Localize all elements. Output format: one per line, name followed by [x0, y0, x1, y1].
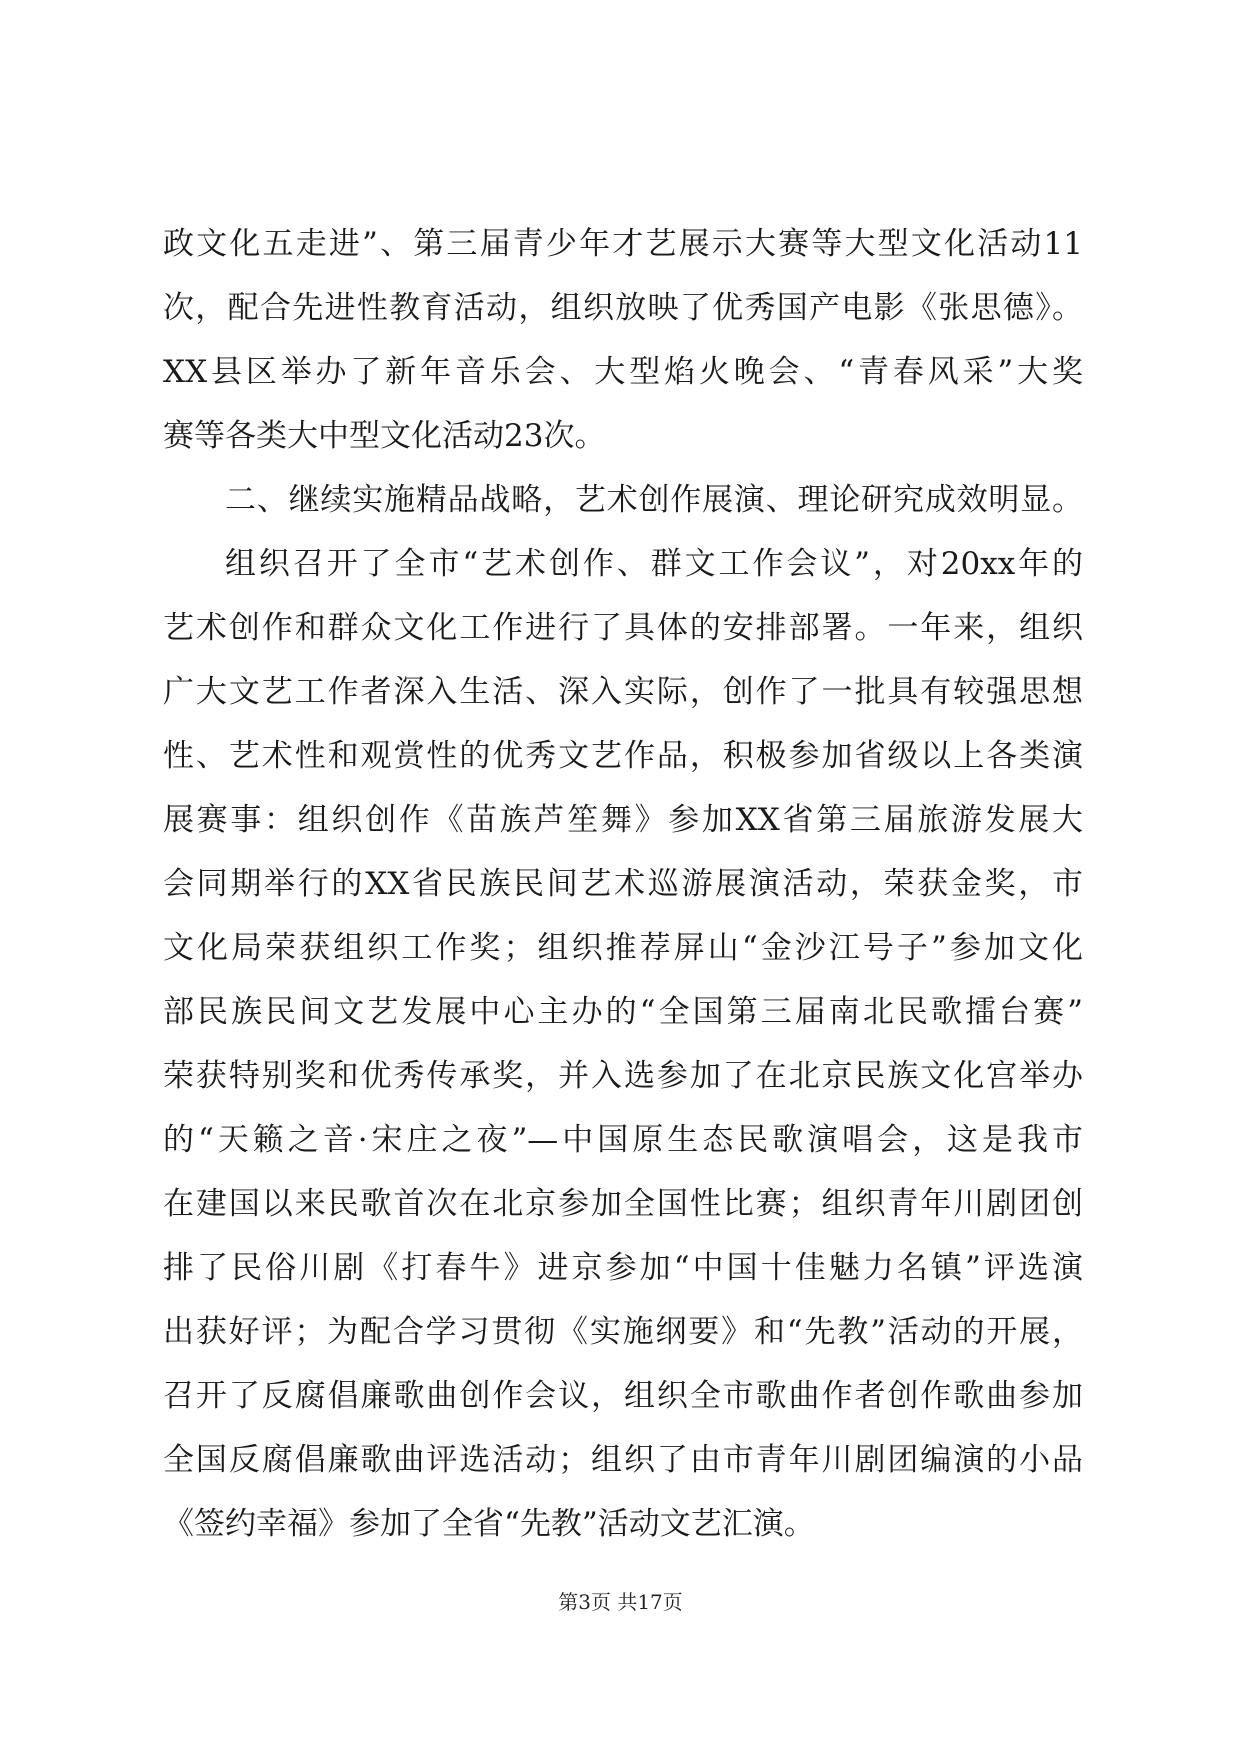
- section-heading: 二、继续实施精品战略，艺术创作展演、理论研究成效明显。: [225, 482, 1083, 518]
- text-line: 荣获特别奖和优秀传承奖，并入选参加了在北京民族文化宫举办: [163, 1058, 1083, 1094]
- text-line: 政文化五走进”、第三届青少年才艺展示大赛等大型文化活动11: [163, 226, 1083, 262]
- text-line: 部民族民间文艺发展中心主办的“全国第三届南北民歌擂台赛”: [163, 994, 1083, 1030]
- text-line: 的“天籁之音·宋庄之夜”—中国原生态民歌演唱会，这是我市: [163, 1122, 1083, 1158]
- text-line: 文化局荣获组织工作奖；组织推荐屏山“金沙江号子”参加文化: [163, 930, 1083, 966]
- text-line: 次，配合先进性教育活动，组织放映了优秀国产电影《张思德》。: [163, 290, 1083, 326]
- text-line: XX县区举办了新年音乐会、大型焰火晚会、“青春风采”大奖: [163, 354, 1083, 390]
- text-line: 性、艺术性和观赏性的优秀文艺作品，积极参加省级以上各类演: [163, 738, 1083, 774]
- text-line: 召开了反腐倡廉歌曲创作会议，组织全市歌曲作者创作歌曲参加: [163, 1378, 1083, 1414]
- text-line: 《签约幸福》参加了全省“先教”活动文艺汇演。: [163, 1506, 815, 1542]
- text-line: 会同期举行的XX省民族民间艺术巡游展演活动，荣获金奖，市: [163, 866, 1083, 902]
- text-line: 展赛事：组织创作《苗族芦笙舞》参加XX省第三届旅游发展大: [163, 802, 1083, 838]
- text-line: 赛等各类大中型文化活动23次。: [163, 418, 606, 454]
- document-body: [163, 212, 1083, 1556]
- text-line: 艺术创作和群众文化工作进行了具体的安排部署。一年来，组织: [163, 610, 1083, 646]
- text-line: 出获好评；为配合学习贯彻《实施纲要》和“先教”活动的开展，: [163, 1314, 1083, 1350]
- page-number: 第3页 共17页: [558, 1590, 683, 1614]
- text-line: 在建国以来民歌首次在北京参加全国性比赛；组织青年川剧团创: [163, 1186, 1083, 1222]
- text-line: 广大文艺工作者深入生活、深入实际，创作了一批具有较强思想: [163, 674, 1083, 710]
- text-line: 全国反腐倡廉歌曲评选活动；组织了由市青年川剧团编演的小品: [163, 1442, 1083, 1478]
- text-line: 组织召开了全市“艺术创作、群文工作会议”，对20xx年的: [225, 546, 1083, 582]
- text-line: 排了民俗川剧《打春牛》进京参加“中国十佳魅力名镇”评选演: [163, 1250, 1083, 1286]
